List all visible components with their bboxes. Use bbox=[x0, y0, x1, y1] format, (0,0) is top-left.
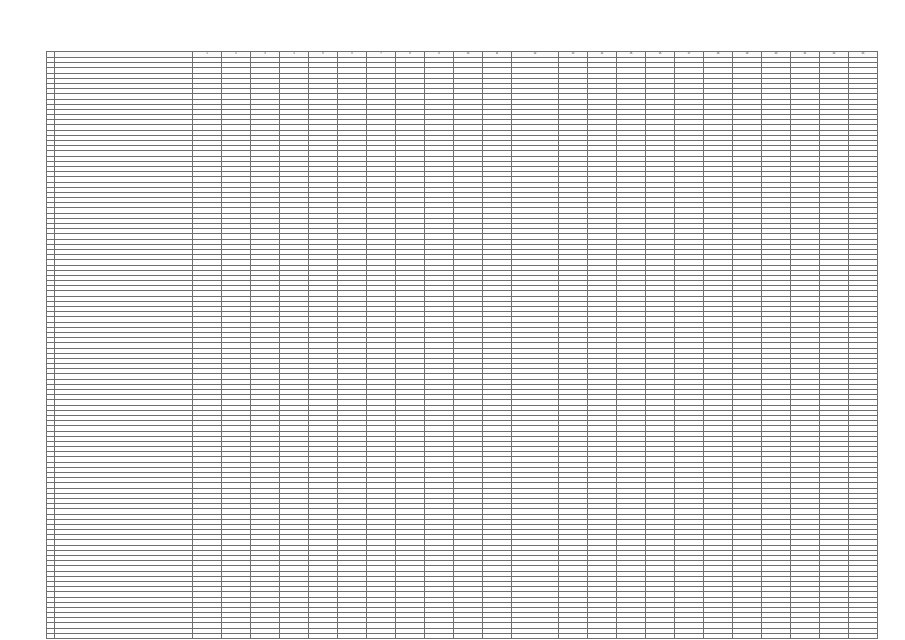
value-cell bbox=[367, 633, 396, 638]
value-cell bbox=[791, 633, 820, 638]
column-header: 2 bbox=[222, 52, 251, 58]
column-header: 13 bbox=[559, 52, 588, 58]
row-number-cell bbox=[47, 633, 55, 638]
column-header: 19 bbox=[733, 52, 762, 58]
column-header: 23 bbox=[849, 52, 878, 58]
value-cell bbox=[849, 633, 878, 638]
column-header: 22 bbox=[820, 52, 849, 58]
column-header: 11 bbox=[483, 52, 512, 58]
value-cell bbox=[425, 633, 454, 638]
value-cell bbox=[820, 633, 849, 638]
column-header: 9 bbox=[425, 52, 454, 58]
value-cell bbox=[675, 633, 704, 638]
column-header: 12 bbox=[512, 52, 559, 58]
column-header: 7 bbox=[367, 52, 396, 58]
value-cell bbox=[704, 633, 733, 638]
value-cell bbox=[762, 633, 791, 638]
table-row bbox=[47, 633, 878, 638]
column-header: 18 bbox=[704, 52, 733, 58]
value-cell bbox=[588, 633, 617, 638]
column-header: 15 bbox=[617, 52, 646, 58]
value-cell bbox=[483, 633, 512, 638]
value-cell bbox=[512, 633, 559, 638]
value-cell bbox=[338, 633, 367, 638]
value-cell bbox=[280, 633, 309, 638]
column-header: 17 bbox=[675, 52, 704, 58]
column-header: 8 bbox=[396, 52, 425, 58]
value-cell bbox=[396, 633, 425, 638]
column-header: 1 bbox=[193, 52, 222, 58]
column-header: 21 bbox=[791, 52, 820, 58]
value-cell bbox=[309, 633, 338, 638]
value-cell bbox=[251, 633, 280, 638]
column-header: 5 bbox=[309, 52, 338, 58]
column-header: 20 bbox=[762, 52, 791, 58]
column-header: 6 bbox=[338, 52, 367, 58]
column-header: 14 bbox=[588, 52, 617, 58]
value-cell bbox=[222, 633, 251, 638]
value-cell bbox=[454, 633, 483, 638]
data-table bbox=[46, 51, 878, 639]
column-header: 16 bbox=[646, 52, 675, 58]
value-cell bbox=[733, 633, 762, 638]
value-cell bbox=[559, 633, 588, 638]
row-name-cell bbox=[55, 633, 193, 638]
value-cell bbox=[617, 633, 646, 638]
value-cell bbox=[193, 633, 222, 638]
column-header: 10 bbox=[454, 52, 483, 58]
value-cell bbox=[646, 633, 675, 638]
column-header: 4 bbox=[280, 52, 309, 58]
column-header: 3 bbox=[251, 52, 280, 58]
